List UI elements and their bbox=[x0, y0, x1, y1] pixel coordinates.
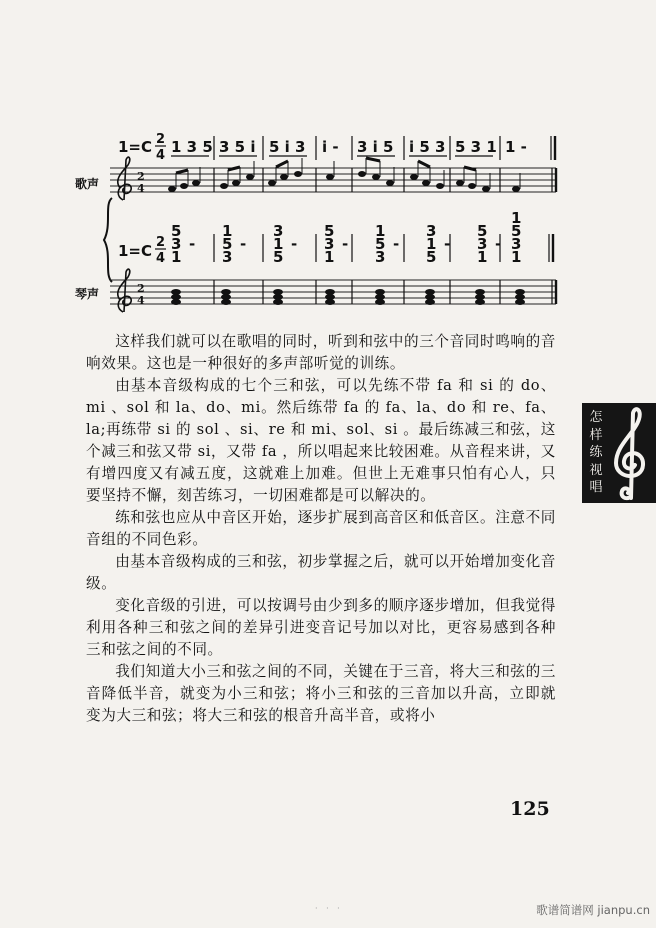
svg-text:2: 2 bbox=[137, 282, 145, 295]
voice-note bbox=[280, 174, 288, 180]
chapter-side-tab bbox=[582, 403, 656, 503]
chord-digit: 1 bbox=[477, 248, 488, 266]
melody-measure: 3 i 5 bbox=[357, 138, 394, 156]
page-number: 125 bbox=[510, 798, 550, 820]
svg-text:-: - bbox=[342, 235, 349, 253]
paragraph: 由基本音级构成的三和弦，初步掌握之后，就可以开始增加变化音级。 bbox=[86, 553, 556, 592]
svg-text:-: - bbox=[291, 235, 298, 253]
svg-text:4: 4 bbox=[137, 182, 145, 195]
voice-note bbox=[386, 180, 394, 186]
voice-staff bbox=[110, 157, 556, 200]
voice-note bbox=[422, 180, 430, 186]
chord-digit: 3 bbox=[171, 235, 182, 253]
paragraph: 变化音级的引进，可以按调号由少到多的顺序逐步增加，但我觉得利用各种三和弦之间的差异引进变音记号加以对比，更容易感到各种三和弦之间的不同。 bbox=[86, 597, 556, 658]
svg-text:-: - bbox=[189, 235, 196, 253]
voice-note bbox=[232, 180, 240, 186]
site-watermark: 歌谱简谱网 jianpu.cn bbox=[536, 903, 650, 917]
piano-treble-clef-icon bbox=[118, 269, 131, 312]
chord-digit: 5 bbox=[511, 222, 522, 240]
voice-treble-clef-icon bbox=[118, 157, 131, 200]
melody-measure: i - bbox=[322, 138, 339, 156]
melody-time-numerator: 2 bbox=[156, 132, 166, 147]
grand-staff-brace bbox=[104, 198, 112, 282]
body-text bbox=[86, 331, 556, 727]
chord-digit: 5 bbox=[273, 248, 284, 266]
voice-note bbox=[326, 174, 334, 180]
chapter-tab-title: 怎样练视唱 bbox=[589, 410, 603, 495]
svg-text:4: 4 bbox=[137, 294, 145, 307]
voice-note bbox=[294, 171, 302, 177]
piano-chord-note bbox=[475, 289, 485, 295]
paragraph: 由基本音级构成的七个三和弦，可以先练不带 fa 和 si 的 do、mi 、sol 和 la、do、mi。然后练带 fa 的 fa、la、do 和 re、fa、la;再练带 si 的 sol 、si、re 和 mi、sol、si 。最后练减三和弦，这个减三和弦又带 si，又带 fa ，所以唱起来比较困难。从音程来讲，又有增四度又有减五度，这就难上加难。但世上无难事只怕有心人，只要坚持不懈，刻苦练习，一切困难都是可以解决的。 bbox=[86, 377, 556, 504]
melody-time-denominator: 4 bbox=[156, 148, 166, 163]
chord-digit: 1 bbox=[273, 235, 284, 253]
music-score bbox=[0, 0, 656, 320]
chord-digit: 5 bbox=[375, 235, 386, 253]
voice-note bbox=[358, 171, 366, 177]
melody-measure: 1 - bbox=[505, 138, 527, 156]
melody-key-signature: 1=C bbox=[118, 138, 153, 156]
chord-digit: 1 bbox=[511, 248, 522, 266]
svg-text:4: 4 bbox=[156, 251, 166, 266]
chord-digit: 3 bbox=[375, 248, 386, 266]
svg-text:2: 2 bbox=[137, 170, 145, 183]
voice-note bbox=[436, 183, 444, 189]
chord-digit: 1 bbox=[375, 222, 386, 240]
chord-digit: 3 bbox=[273, 222, 284, 240]
chord-digit: 3 bbox=[477, 235, 488, 253]
chord-digit: 5 bbox=[324, 222, 335, 240]
piano-chord-note bbox=[375, 289, 385, 295]
chord-digit: 3 bbox=[222, 248, 233, 266]
paragraph: 这样我们就可以在歌唱的同时，听到和弦中的三个音同时鸣响的音响效果。这也是一种很好的多声部听觉的训练。 bbox=[86, 333, 556, 372]
chord-jianpu-line bbox=[118, 209, 553, 266]
svg-text:-: - bbox=[495, 235, 502, 253]
piano-chord-note bbox=[273, 289, 283, 295]
svg-text:-: - bbox=[240, 235, 247, 253]
chord-digit: 1 bbox=[324, 248, 335, 266]
voice-note bbox=[372, 174, 380, 180]
voice-note bbox=[180, 183, 188, 189]
piano-chord-note bbox=[325, 289, 335, 295]
melody-jianpu-line bbox=[118, 132, 555, 163]
piano-staff bbox=[110, 269, 556, 312]
chord-digit: 5 bbox=[426, 248, 437, 266]
melody-measure: 1 3 5 bbox=[171, 138, 213, 156]
chord-digit: 3 bbox=[324, 235, 335, 253]
chord-digit: 1 bbox=[511, 209, 522, 227]
chord-key-signature: 1=C bbox=[118, 242, 153, 260]
voice-note bbox=[192, 180, 200, 186]
svg-text:2: 2 bbox=[156, 235, 166, 250]
voice-note bbox=[468, 183, 476, 189]
treble-clef-icon bbox=[606, 403, 654, 503]
chord-digit: 5 bbox=[477, 222, 488, 240]
footer-marks: · · · bbox=[315, 904, 343, 913]
svg-text:-: - bbox=[393, 235, 400, 253]
voice-note bbox=[456, 180, 464, 186]
chord-digit: 1 bbox=[171, 248, 182, 266]
chord-digit: 1 bbox=[222, 222, 233, 240]
voice-note bbox=[482, 186, 490, 192]
melody-measure: 5 i 3 bbox=[269, 138, 306, 156]
piano-label: 琴声 bbox=[75, 287, 100, 301]
paragraph: 我们知道大小三和弦之间的不同，关键在于三音，将大三和弦的三音降低半音，就变为小三和弦；将小三和弦的三音加以升高，立即就变为大三和弦；将大三和弦的根音升高半音，或将小 bbox=[86, 663, 556, 724]
chord-digit: 5 bbox=[171, 222, 182, 240]
voice-note bbox=[220, 183, 228, 189]
paragraph: 练和弦也应从中音区开始，逐步扩展到高音区和低音区。注意不同音组的不同色彩。 bbox=[86, 509, 556, 548]
voice-note bbox=[512, 186, 520, 192]
voice-note bbox=[246, 174, 254, 180]
piano-chord-note bbox=[425, 289, 435, 295]
piano-chord-note bbox=[221, 289, 231, 295]
voice-note bbox=[410, 174, 418, 180]
melody-measure: 3 5 i bbox=[219, 138, 256, 156]
piano-chord-note bbox=[515, 289, 525, 295]
svg-text:-: - bbox=[444, 235, 451, 253]
chord-digit: 5 bbox=[222, 235, 233, 253]
piano-chord-note bbox=[171, 289, 181, 295]
voice-label: 歌声 bbox=[75, 177, 100, 191]
melody-measure: 5 3 1 bbox=[455, 138, 497, 156]
chord-digit: 3 bbox=[511, 235, 522, 253]
melody-measure: i 5 3 bbox=[409, 138, 446, 156]
chord-digit: 1 bbox=[426, 235, 437, 253]
chord-digit: 3 bbox=[426, 222, 437, 240]
voice-note bbox=[268, 180, 276, 186]
voice-note bbox=[168, 186, 176, 192]
